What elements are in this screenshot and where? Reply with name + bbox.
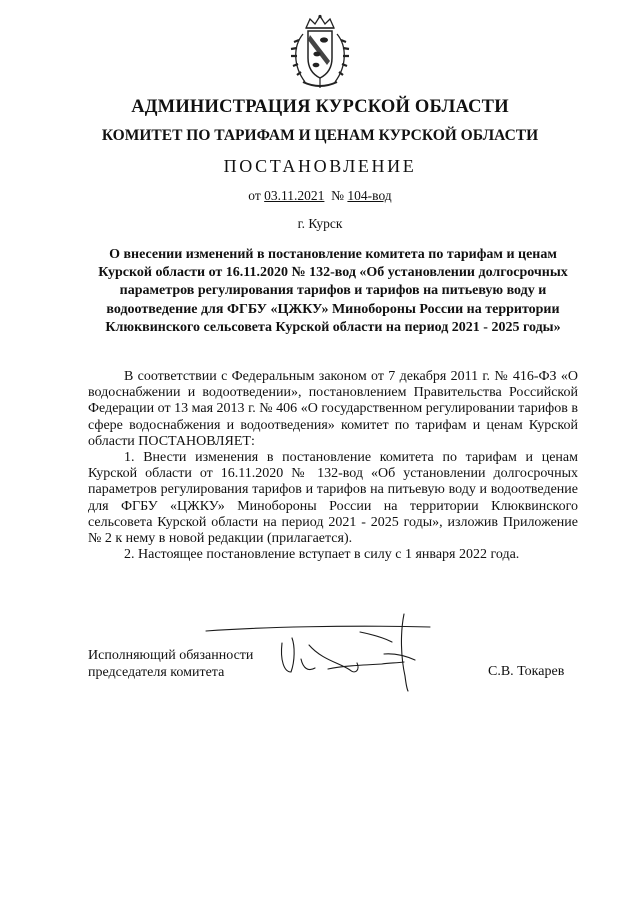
- number-prefix: №: [331, 188, 345, 203]
- preamble-paragraph: В соответствии с Федеральным законом от 7 декабря 2011 г. № 416-ФЗ «О водоснабжении и водоотведении», постановлением Правительства Российской Федерации от 13 мая 2013 г. № 406 «О государственном регулировании тарифов в сфере водоснабжения и водоотведения» комитет по тарифам и ценам Курской области ПОСТАНОВЛЯЕТ:: [88, 369, 578, 449]
- date-prefix: от: [248, 188, 261, 203]
- coat-of-arms-icon: [289, 14, 351, 92]
- item-2-paragraph: 2. Настоящее постановление вступает в силу с 1 января 2022 года.: [124, 547, 520, 563]
- organization-title: АДМИНИСТРАЦИЯ КУРСКОЙ ОБЛАСТИ: [131, 97, 509, 117]
- city: г. Курск: [297, 216, 343, 231]
- document-date: 03.11.2021: [264, 188, 325, 203]
- position-line-1: Исполняющий обязанности: [88, 648, 254, 663]
- date-number-line: [0, 188, 640, 204]
- committee-title: КОМИТЕТ ПО ТАРИФАМ И ЦЕНАМ КУРСКОЙ ОБЛАСТИ: [101, 127, 539, 144]
- document-subject: О внесении изменений в постановление комитета по тарифам и ценам Курской области от 16.11.2020 № 132-вод «Об установлении долгосрочных параметров регулирования тарифов и тарифов на питьевую воду и водоотведение для ФГБУ «ЦЖКУ» Минобороны России на территории Клюквинского сельсовета Курской области на период 2021 - 2025 годы»: [98, 247, 568, 335]
- document-number: 104-вод: [347, 188, 392, 203]
- signatory-name: С.В. Токарев: [488, 664, 565, 679]
- item-1-paragraph: 1. Внести изменения в постановление комитета по тарифам и ценам Курской области от 16.11.2020 № 132-вод «Об установлении долгосрочных параметров регулирования тарифов и тарифов на питьевую воду и водоотведение для ФГБУ «ЦЖКУ» Минобороны России на территории Клюквинского сельсовета Курской области на период 2021 - 2025 годы», изложив Приложение № 2 к нему в новой редакции (прилагается).: [88, 450, 578, 547]
- document-type: ПОСТАНОВЛЕНИЕ: [223, 156, 417, 176]
- handwritten-signature: [200, 612, 435, 692]
- position-line-2: председателя комитета: [88, 665, 225, 680]
- document-body: [88, 369, 578, 563]
